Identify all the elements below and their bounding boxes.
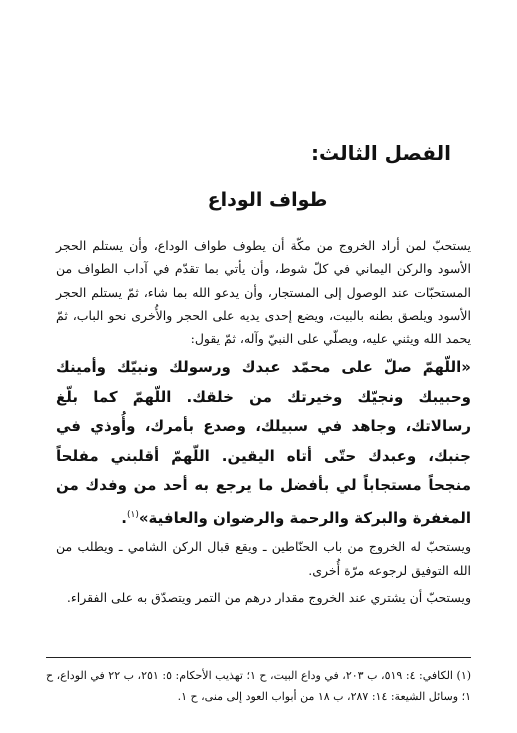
- footnote: (١) الكافي: ٤: ٥١٩، ب ٢٠٣، في وداع البيت، ح ١؛ تهذيب الأحكام: ٥: ٢٥١، ب ٢٢ في الوداع، ح ١؛ وسائل الشيعة: ١٤: ٢٨٧، ب ١٨ من أبواب العود إلى منى، ح ١.: [46, 669, 472, 703]
- section-title: طواف الوداع: [207, 189, 328, 211]
- paragraph-exit-gate: ويستحبّ له الخروج من باب الحنّاطين ـ ويقع قبال الركن الشامي ـ ويطلب من الله التوفيق لرجوعه مرّة أُخرى.: [56, 539, 471, 578]
- chapter-title: الفصل الثالث:: [311, 141, 451, 165]
- prayer-text: «اللّهمّ صلّ على محمّد عبدك ورسولك ونبيّك وأمينك وحبيبك ونجيّك وخيرتك من خلقك. اللّهمّ كما بلّغ رسالاتك، وجاهد في سبيلك، وصدع بأمرك، وأُوذي في جنبك، وعبدك حتّى أتاه اليقين. اللّهمّ أقلبني مفلحاً منجحاً مستجاباً لي بأفضل ما يرجع به أحد من وفدك من المغفرة والبركة والرحمة والرضوان والعافية»$^{(١)}$.: [56, 358, 471, 527]
- main-text: [56, 234, 471, 609]
- paragraph-charity: ويستحبّ أن يشتري عند الخروج مقدار درهم من التمر ويتصدّق به على الفقراء.: [66, 590, 471, 606]
- footnote-divider: [46, 657, 471, 658]
- paragraph-intro: يستحبّ لمن أراد الخروج من مكّة أن يطوف طواف الوداع، وأن يستلم الحجر الأسود والركن اليماني في كلّ شوط، وأن يأتي بما تقدّم في آداب الطواف من المستحبّات عند الوصول إلى المستجار، وأن يدعو الله بما شاء، ثمّ يستلم الحجر الأسود ويلصق بطنه بالبيت، ويضع إحدى يديه على الحجر والأُخرى نحو الباب، ثمّ يحمد الله ويثني عليه، ويصلّي على النبيّ وآله، ثمّ يقول:: [56, 238, 471, 347]
- footnote-reference: (١): [126, 509, 139, 520]
- prayer-body: «اللّهمّ صلّ على محمّد عبدك ورسولك ونبيّك وأمينك وحبيبك ونجيّك وخيرتك من خلقك. اللّهمّ كما بلّغ رسالاتك، وجاهد في سبيلك، وصدع بأمرك، وأُوذي في جنبك، وعبدك حتّى أتاه اليقين. اللّهمّ أقلبني مفلحاً منجحاً مستجاباً لي بأفضل ما يرجع به أحد من وفدك من المغفرة والبركة والرحمة والرضوان والعافية»: [56, 358, 471, 527]
